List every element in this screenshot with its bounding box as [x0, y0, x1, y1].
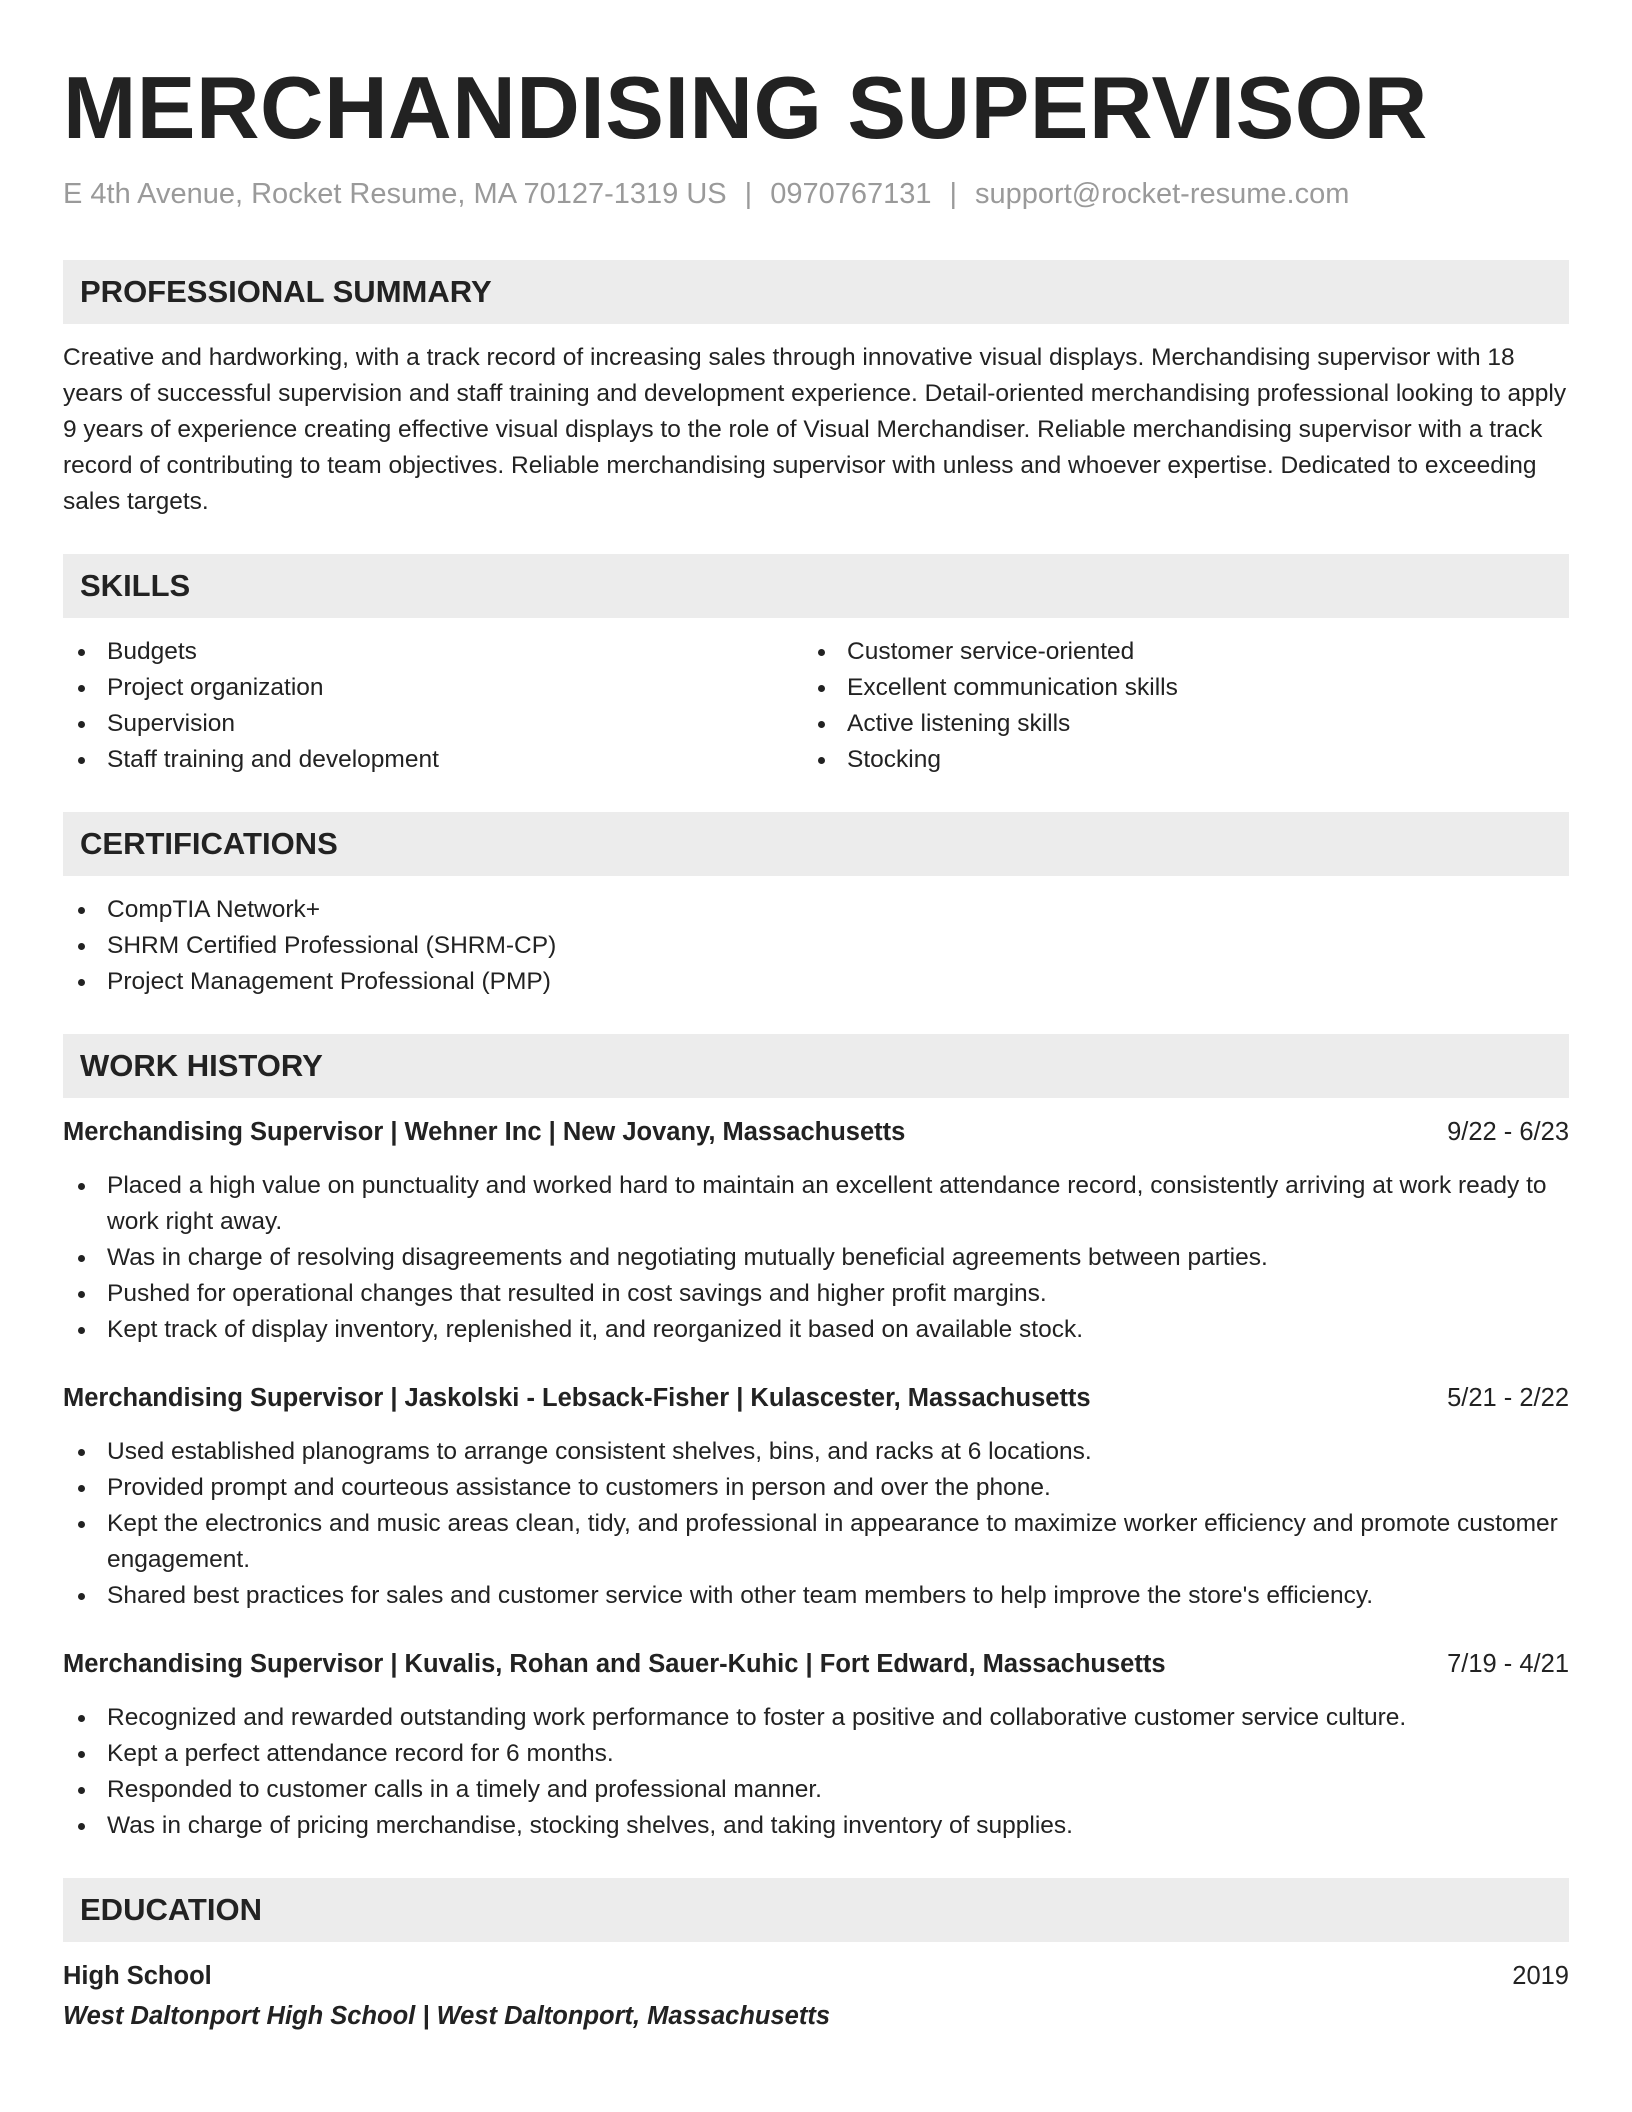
job-title: Merchandising Supervisor | Jaskolski - Lebsack-Fisher | Kulascester, Massachusetts: [63, 1384, 1091, 1412]
job-bullet: Placed a high value on punctuality and worked hard to maintain an excellent attendance record, consistently arriving at work ready to work right away.: [63, 1168, 1569, 1240]
job-entry: [63, 1380, 1569, 1614]
job-bullet: Kept track of display inventory, replenished it, and reorganized it based on available stock.: [63, 1312, 1569, 1348]
contact-phone[interactable]: 0970767131: [770, 178, 932, 210]
education-header: [63, 1958, 1569, 1994]
job-dates: 5/21 - 2/22: [1447, 1384, 1569, 1412]
skill-item: Excellent communication skills: [803, 670, 1543, 706]
summary-text: Creative and hardworking, with a track record of increasing sales through innovative visual displays. Merchandising supervisor with 18 years of successful supervision and staff training and development experience. Detail-oriented merchandising professional looking to apply 9 years of experience creating effective visual displays to the role of Visual Merchandiser. Reliable merchandising supervisor with a track record of contributing to team objectives. Reliable merchandising supervisor with unless and whoever expertise. Dedicated to exceeding sales targets.: [63, 344, 1567, 515]
contact-address: E 4th Avenue, Rocket Resume, MA 70127-1319 US: [63, 178, 727, 210]
job-bullet: Was in charge of resolving disagreements and negotiating mutually beneficial agreements between parties.: [63, 1240, 1569, 1276]
skill-item: Active listening skills: [803, 706, 1543, 742]
job-bullets: [63, 1434, 1569, 1614]
job-bullet: Kept the electronics and music areas clean, tidy, and professional in appearance to maximize worker efficiency and promote customer engagement.: [63, 1506, 1569, 1578]
job-bullets: [63, 1700, 1569, 1844]
skill-item: Stocking: [803, 742, 1543, 778]
education-section: [63, 1878, 1569, 2034]
job-dates: 9/22 - 6/23: [1447, 1118, 1569, 1146]
certification-item: SHRM Certified Professional (SHRM-CP): [63, 928, 1569, 964]
skills-list-right: [803, 634, 1543, 778]
education-degree: High School: [63, 1962, 212, 1990]
job-title: Merchandising Supervisor | Wehner Inc | New Jovany, Massachusetts: [63, 1118, 906, 1146]
certifications-section: [63, 812, 1569, 1000]
education-year: 2019: [1512, 1962, 1569, 1990]
job-bullet: Provided prompt and courteous assistance to customers in person and over the phone.: [63, 1470, 1569, 1506]
work-history-heading: WORK HISTORY: [63, 1034, 1569, 1098]
job-bullet: Used established planograms to arrange consistent shelves, bins, and racks at 6 locations.: [63, 1434, 1569, 1470]
certifications-list: [63, 892, 1569, 1000]
contact-separator: |: [744, 178, 753, 210]
job-bullets: [63, 1168, 1569, 1348]
job-header: [63, 1646, 1569, 1682]
job-dates: 7/19 - 4/21: [1447, 1650, 1569, 1678]
skills-heading: SKILLS: [63, 554, 1569, 618]
skills-list-left: [63, 634, 803, 778]
job-header: [63, 1380, 1569, 1416]
skill-item: Project organization: [63, 670, 803, 706]
job-bullet: Shared best practices for sales and customer service with other team members to help improve the store's efficiency.: [63, 1578, 1569, 1614]
contact-email[interactable]: support@rocket-resume.com: [975, 178, 1350, 210]
education-school: West Daltonport High School | West Daltonport, Massachusetts: [63, 2002, 831, 2030]
certifications-heading: CERTIFICATIONS: [63, 812, 1569, 876]
job-title: Merchandising Supervisor | Kuvalis, Rohan and Sauer-Kuhic | Fort Edward, Massachusetts: [63, 1650, 1166, 1678]
job-bullet: Pushed for operational changes that resulted in cost savings and higher profit margins.: [63, 1276, 1569, 1312]
job-bullet: Responded to customer calls in a timely and professional manner.: [63, 1772, 1569, 1808]
skills-grid: [63, 634, 1569, 778]
job-entry: [63, 1114, 1569, 1348]
certification-item: CompTIA Network+: [63, 892, 1569, 928]
job-bullet: Recognized and rewarded outstanding work performance to foster a positive and collaborative customer service culture.: [63, 1700, 1569, 1736]
skill-item: Supervision: [63, 706, 803, 742]
contact-separator: |: [949, 178, 958, 210]
job-bullet: Kept a perfect attendance record for 6 months.: [63, 1736, 1569, 1772]
summary-heading: PROFESSIONAL SUMMARY: [63, 260, 1569, 324]
summary-section: [63, 260, 1569, 520]
job-entry: [63, 1646, 1569, 1844]
job-bullet: Was in charge of pricing merchandise, stocking shelves, and taking inventory of supplies.: [63, 1808, 1569, 1844]
education-heading: EDUCATION: [63, 1878, 1569, 1942]
skill-item: Staff training and development: [63, 742, 803, 778]
skills-section: [63, 554, 1569, 778]
skill-item: Budgets: [63, 634, 803, 670]
work-history-section: [63, 1034, 1569, 1844]
certification-item: Project Management Professional (PMP): [63, 964, 1569, 1000]
contact-line: [63, 174, 1569, 214]
skill-item: Customer service-oriented: [803, 634, 1543, 670]
candidate-name: MERCHANDISING SUPERVISOR: [63, 58, 1428, 157]
job-header: [63, 1114, 1569, 1150]
